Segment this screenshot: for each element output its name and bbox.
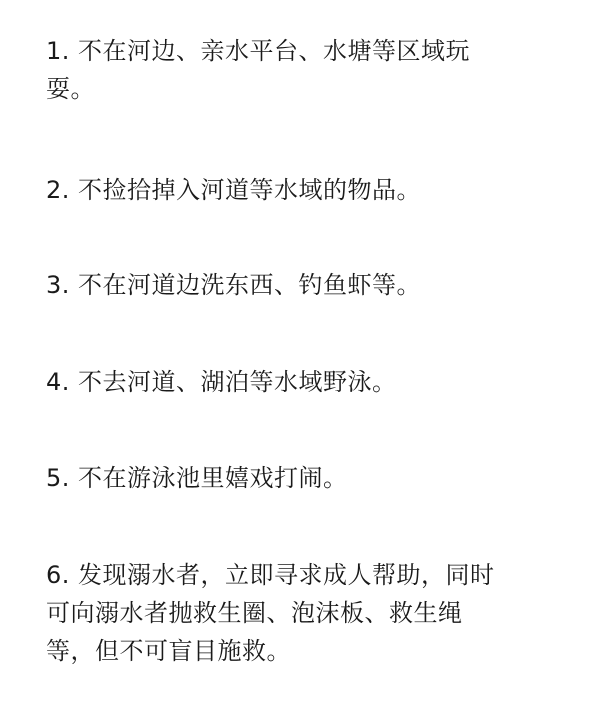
rule-item-5: 5. 不在游泳池里嬉戏打闹。 [46, 464, 348, 492]
rule-item-1: 1. 不在河边、亲水平台、水塘等区域玩 耍。 [46, 37, 471, 103]
rule-item-2: 2. 不捡拾掉入河道等水域的物品。 [46, 176, 422, 204]
rule-item-3: 3. 不在河道边洗东西、钓鱼虾等。 [46, 271, 422, 299]
rule-item-4: 4. 不去河道、湖泊等水域野泳。 [46, 368, 397, 396]
rule-item-6: 6. 发现溺水者，立即寻求成人帮助，同时 可向溺水者抛救生圈、泡沫板、救生绳 等，但不可盲目施救。 [46, 561, 495, 665]
